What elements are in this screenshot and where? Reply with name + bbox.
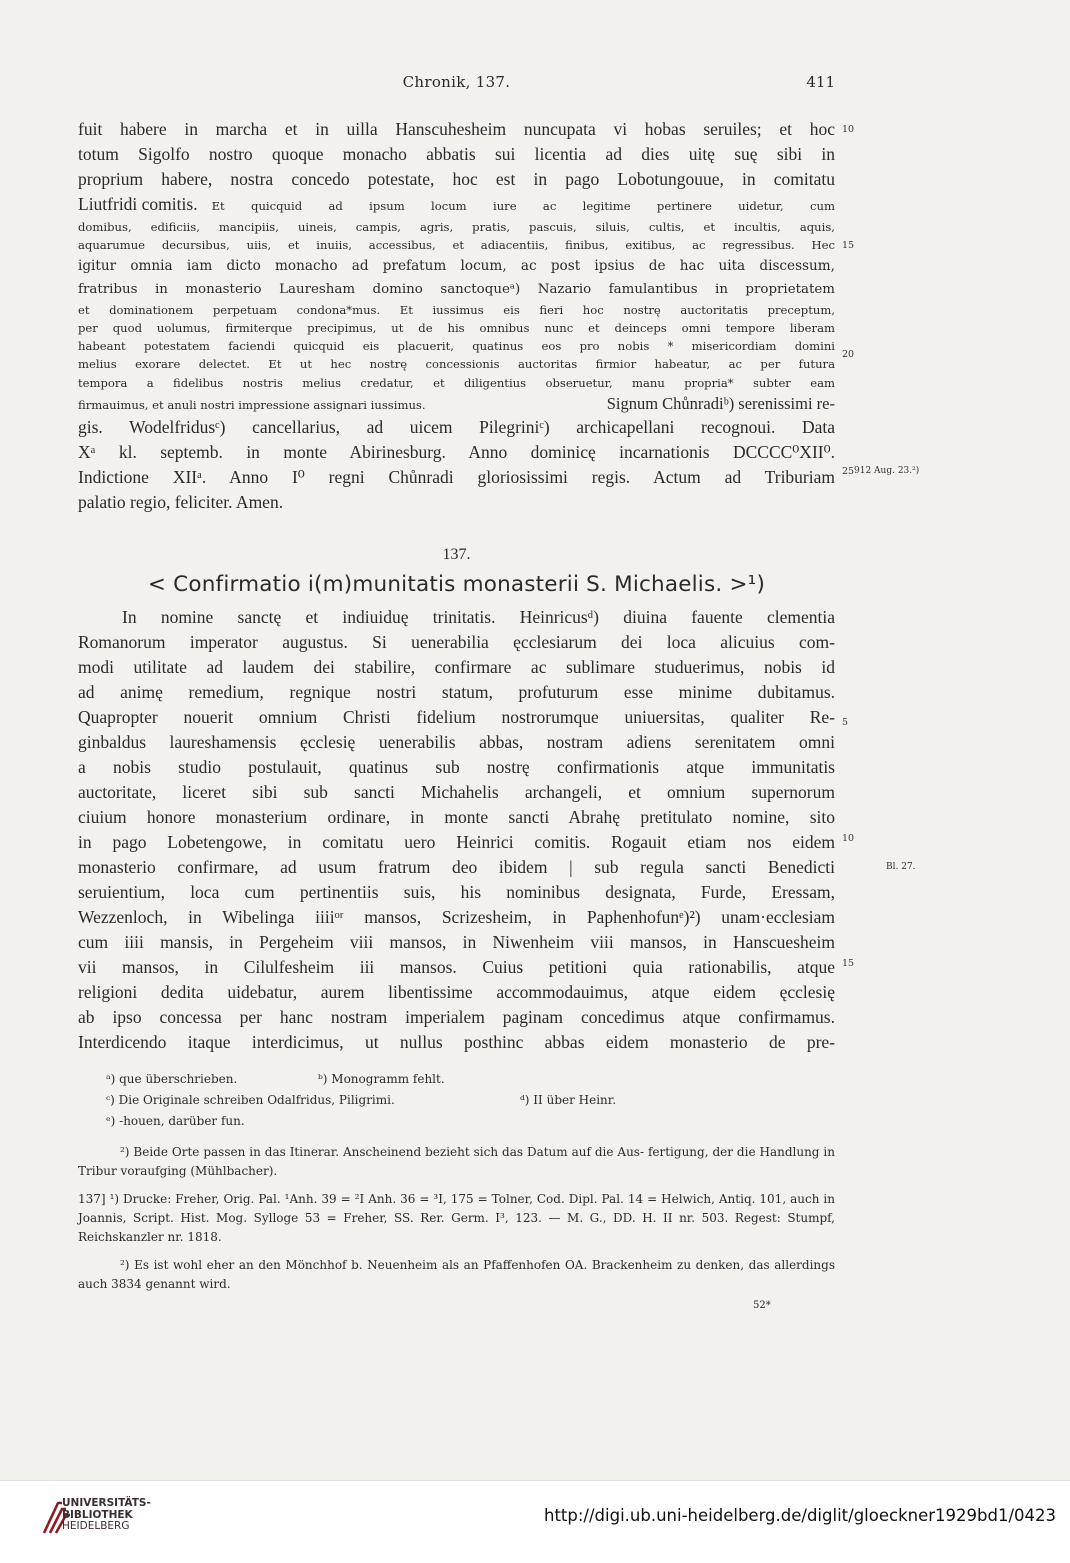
institution-line: UNIVERSITÄTS- [62,1497,151,1509]
text-line: a nobis studio postulauit, quatinus sub nostrę confirmationis atque immunitatis [78,757,835,777]
text-line: proprium habere, nostra concedo potestate, hoc est in pago Lobotungouue, in comitatu [78,169,835,189]
footnote-e: ᵉ) -houen, darüber fun. [106,1114,245,1128]
text-line: igitur omnia iam dicto monacho ad prefatum locum, ac post ipsius de hac uita discessum, [78,257,835,274]
footnote-137-1: 137] ¹) Drucke: Freher, Orig. Pal. ¹Anh. 39 = ²I Anh. 36 = ³I, 175 = Tolner, Cod. Dipl. Pal. 14 = Helwich, Antiq. 101, auch in Joannis, Script. Hist. Mog. Sylloge 53 = Freher, SS. Rer. Germ. I³, 123. — M. G., DD. H. II nr. 503. Regest: Stumpf, Reichskanzler nr. 1818. [78,1192,835,1244]
text-line: ginbaldus laureshamensis ęcclesię uenerabilis abbas, nostram adiens serenitatem omni [78,732,835,752]
text-line: in pago Lobetengowe, in comitatu uero Heinrici comitis. Rogauit etiam nos eidem [78,832,835,852]
printer-signature: 52* [753,1300,771,1311]
text-line: gis. Wodelfridusᶜ) cancellarius, ad uicem Pilegriniᶜ) archicapellani recognoui. Data [78,417,835,438]
line-number: 25 [842,466,855,477]
text-line: Wezzenloch, in Wibelinga iiiiᵒʳ mansos, Scrizesheim, in Paphenhofunᵉ)²) unam·ecclesiam [78,907,835,927]
previous-document-text [78,117,835,515]
footnote-2: ²) Beide Orte passen in das Itinerar. Anscheinend bezieht sich das Datum auf die Aus- fertigung, der die Handlung in Tribur voraufging (Mühlbacher). [78,1145,835,1178]
document-title: < Confirmatio i(m)munitatis monasterii S. Michaelis. >¹) [147,572,766,597]
margin-folio-note: Bl. 27. [886,862,916,872]
line-number: 10 [842,124,855,135]
text-line: Indictione XIIᵃ. Anno I⁰ regni Chůnradi gloriosissimi regis. Actum ad Triburiam [78,467,835,488]
page-number: 411 [806,73,835,91]
line-number: 10 [842,833,855,844]
document-number: 137. [442,546,471,563]
text-line: In nomine sanctę et indiuiduę trinitatis. Heinricusᵈ) diuina fauente clementia [122,607,835,627]
footnote-b: ᵇ) Monogramm fehlt. [318,1072,445,1086]
text-line: totum Sigolfo nostro quoque monacho abbatis sui licentia ad dies uitę suę sibi in [78,144,835,164]
text-line: melius exorare delectet. Et ut hec nostrę concessionis auctoritas firmior habeatur, ac per futura [78,357,835,372]
text-line: fratribus in monasterio Lauresham domino sanctoqueᵃ) Nazario famulantibus in proprietatem [78,281,835,297]
text-line: ciuium honore monasterium ordinare, in monte sancti Abrahę pretitulato nomine, sito [78,807,835,827]
text-line: aquarumue decursibus, uiis, et inuiis, accessibus, et adiacentiis, finibus, exitibus, ac regressibus. Hec [78,238,835,253]
text-line: religioni dedita uidebatur, aurem libentissime accommodauimus, atque eidem ęcclesię [78,982,835,1002]
text-line [78,192,835,218]
running-title: Chronik, 137. [402,73,511,91]
footnote-a: ᵃ) que überschrieben. [106,1072,238,1086]
institution-line: BIBLIOTHEK [62,1508,133,1521]
line-number: 5 [842,717,849,728]
text-line: Quapropter nouerit omnium Christi fidelium nostrorumque uniuersitas, qualiter Re- [78,707,835,727]
text-span: Signum Chůnradiᵇ) serenissimi re- [606,394,835,414]
margin-date-note: 912 Aug. 23.²) [854,466,920,476]
document-text [78,605,835,1055]
text-line: ad animę remedium, regnique nostri statum, profuturum esse minime dubitamus. [78,682,835,702]
text-line: modi utilitate ad laudem dei stabilire, confirmare ac sublimare studuerimus, nobis id [78,657,835,677]
institution-name [62,1498,151,1533]
text-line: per quod uolumus, firmiterque precipimus, ut de his omnibus nunc et deinceps omni tempore liberam [78,320,835,335]
text-line: fuit habere in marcha et in uilla Hanscuhesheim nuncupata vi hobas seruiles; et hoc [78,119,835,139]
text-line: domibus, edificiis, mancipiis, uineis, campis, agris, pratis, pascuis, siluis, cultis, et incultis, aquis, [78,220,835,234]
running-header [78,73,835,95]
text-line: palatio regio, feliciter. Amen. [78,492,284,513]
line-number: 15 [842,958,855,969]
footnote-d: ᵈ) II über Heinr. [520,1093,617,1107]
text-line: seruientium, loca cum pertinentiis suis, his nominibus designata, Furde, Eressam, [78,882,835,902]
text-line [78,392,835,415]
institution-line: HEIDELBERG [62,1520,130,1532]
text-line: ab ipso concessa per hanc nostram imperialem paginam concedimus atque confirmamus. [78,1007,835,1027]
text-line: tempora a fidelibus nostris melius credatur, et diligentius obseruetur, manu propria* subter eam [78,375,835,390]
text-span: Liutfridi comitis. [78,194,198,214]
text-line: vii mansos, in Cilulfesheim iii mansos. Cuius petitioni quia rationabilis, atque [78,957,835,977]
text-line: auctoritate, liceret sibi sub sancti Michahelis archangeli, et omnium supernorum [78,782,835,802]
text-line: et dominationem perpetuam condona*mus. Et iussimus eis fieri hoc nostrę auctoritatis preceptum, [78,302,835,317]
footnote-137-2: ²) Es ist wohl eher an den Mönchhof b. Neuenheim als an Pfaffenhofen OA. Brackenheim zu denken, das allerdings auch 3834 genannt wird. [78,1258,835,1291]
text-line: Xᵃ kl. septemb. in monte Abirinesburg. Anno dominicę incarnationis DCCCC⁰XII⁰. [78,442,835,463]
text-line: Romanorum imperator augustus. Si uenerabilia ęcclesiarum dei loca alicuius com- [78,632,835,652]
text-span: Et quicquid ad ipsum locum iure ac legitime pertinere uidetur, cum [211,199,835,213]
text-line: monasterio confirmare, ad usum fratrum deo ibidem | sub regula sancti Benedicti [78,857,835,877]
text-line: Interdicendo itaque interdicimus, ut nullus posthinc abbas eidem monasterio de pre- [78,1032,835,1052]
line-number: 15 [842,240,855,251]
text-line: cum iiii mansis, in Pergeheim viii mansos, in Niwenheim viii mansos, in Hanscuesheim [78,932,835,952]
text-span: firmauimus, et anuli nostri impressione assignari iussimus. [78,398,426,413]
line-number: 20 [842,349,855,360]
footer-bar [0,1480,1070,1563]
text-line: habeant potestatem faciendi quicquid eis placuerit, quatinus eos pro nobis * misericordiam domini [78,339,835,354]
permalink-url[interactable]: http://digi.ub.uni-heidelberg.de/diglit/gloeckner1929bd1/0423 [544,1506,1056,1525]
footnote-c: ᶜ) Die Originale schreiben Odalfridus, Piligrimi. [106,1093,395,1107]
